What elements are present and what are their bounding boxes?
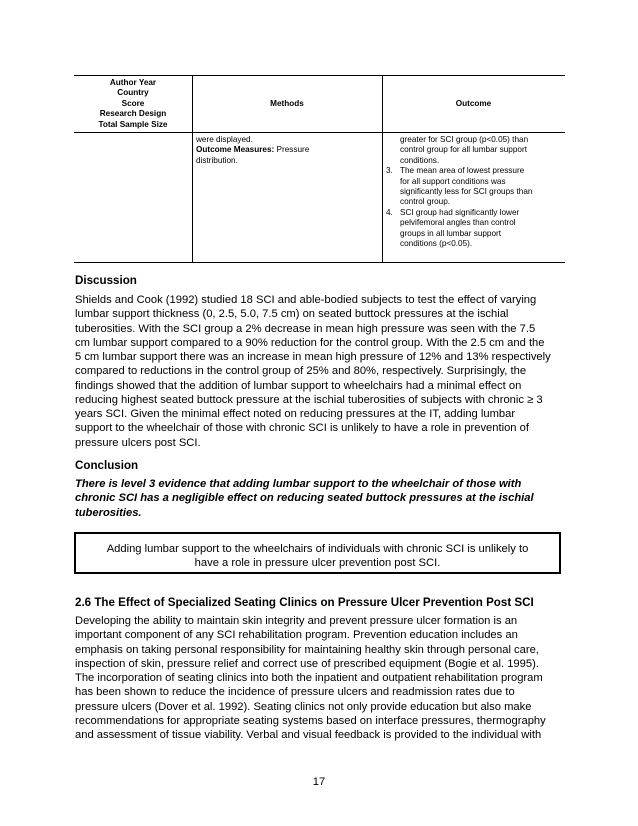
outcome-continuation: conditions.: [400, 155, 440, 165]
table-header-row: [74, 76, 565, 133]
outcome-measures-label: Outcome Measures:: [196, 145, 275, 155]
discussion-heading: Discussion: [75, 274, 137, 287]
outcome-continuation: control group for all lumbar support: [400, 145, 527, 155]
evidence-table: [74, 75, 565, 263]
section-paragraph: Developing the ability to maintain skin integrity and prevent pressure ulcer formation is an important component of any SCI rehabilitation program. Prevention education includes an emphasis on taking personal responsibility for maintaining healthy skin through personal care, inspection of skin, pressure relief and correct use of prescribed equipment (Bogie et al. 1995). The incorporation of seating clinics into both the inpatient and outpatient rehabilitation program has been shown to reduce the incidence of pressure ulcers and readmission rates due to pressure ulcers (Dover et al. 1992). Seating clinics not only provide education but also make recommendations for appropriate seating systems based on interface pressures, thermography and assessment of tissue viability. Verbal and visual feedback is provided to the individual with: [75, 615, 546, 741]
outcome-cell: [386, 135, 562, 249]
header-outcome: Outcome: [455, 99, 492, 108]
conclusion-heading: Conclusion: [75, 459, 139, 472]
conclusion-paragraph: There is level 3 evidence that adding lumbar support to the wheelchair of those with chronic SCI has a negligible effect on reducing seated buttock pressures at the ischial tuberosities.: [75, 478, 534, 519]
discussion-paragraph: Shields and Cook (1992) studied 18 SCI and able-bodied subjects to test the effect of varying lumbar support thickness (0, 2.5, 5.0, 7.5 cm) on seated buttock pressures at the ischial tuberosities. With the SCI group a 2% decrease in mean high pressure was seen with the 7.5 cm lumbar support compared to a 90% reduction for the control group. With the 2.5 cm and the 5 cm lumbar support there was an increase in mean high pressure of 12% and 13% respectively compared to reductions in the control group of 25% and 80%, respectively. Surprisingly, the findings showed that the addition of lumbar support to wheelchairs had a minimal effect on reducing highest seated buttock pressure at the ischial tuberosities of subjects with chronic ≥ 3 years SCI. Given the minimal effect noted on reducing pressures at the IT, adding lumbar support to the wheelchair of those with chronic SCI is unlikely to have a role in prevention of pressure ulcers post SCI.: [75, 294, 551, 449]
key-point-text: Adding lumbar support to the wheelchairs of individuals with chronic SCI is unlikely to have a role in pressure ulcer prevention post SCI.: [106, 543, 529, 570]
outcome-continuation: greater for SCI group (p<0.05) than: [400, 135, 529, 144]
page-number: 17: [312, 776, 326, 788]
header-methods: Methods: [270, 99, 304, 108]
header-author-year: Author Year Country Score Research Design Total Sample Size: [98, 78, 168, 129]
outcome-item: 3. The mean area of lowest pressure for all support conditions was significantly less for SCI groups than control group.: [386, 166, 533, 207]
section-heading: 2.6 The Effect of Specialized Seating Clinics on Pressure Ulcer Prevention Post SCI: [75, 596, 534, 609]
outcome-item: 4. SCI group had significantly lower pelvifemoral angles than control groups in all lumbar support conditions (p<0.05).: [386, 207, 520, 249]
key-point-box: [74, 532, 561, 574]
methods-cell: were displayed. Outcome Measures: Pressure distribution.: [196, 135, 310, 165]
